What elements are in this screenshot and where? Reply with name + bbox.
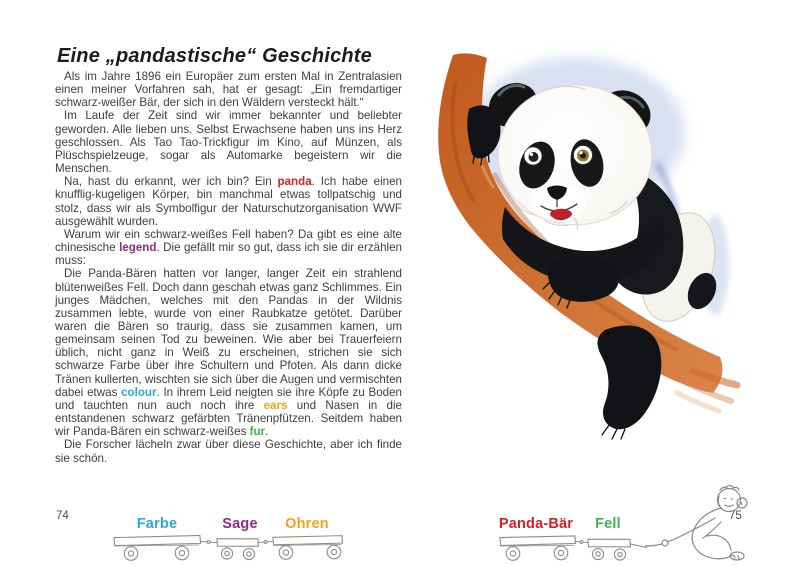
- wagon-train-drawing-right: [495, 533, 647, 565]
- text-run: Die Forscher lächeln zwar über diese Geschichte, aber ich finde sie schön.: [55, 438, 402, 465]
- text-run: Na, hast du erkannt, wer ich bin? Ein: [64, 175, 278, 189]
- text-run: . In ihrem Leid neigten sie ihre Köpfe zu Boden und tauchten nun auch noch ihre: [55, 385, 403, 412]
- text-run: Die Panda-Bären hatten vor langer, langer Zeit ein strahlend blütenweißes Fell. Doch dann geschah etwas ganz Schlimmes. Ein junges Mädchen, welches mit den Pandas in der Wildnis zusammen lebte, wurde von einer Raubkatze getötet. Darüber waren die Bären so traurig, dass sie zusammen kamen, um gemeinsam seinen Tod zu beweinen. Wie aber bei Trauerfeiern üblich, nicht ganz in Weiß zu erscheinen, strichen sie sich schwarze Farbe über ihre Schultern und Pfoten. Als dann dicke Tränen kullerten, wischten sie sich über die Augen und vermischten dabei etwas: [55, 267, 402, 399]
- story-paragraph: [55, 228, 402, 267]
- text-run: .: [265, 425, 269, 439]
- vocab-word: panda: [277, 175, 312, 189]
- story-paragraph: [55, 109, 402, 175]
- text-run: . Ich habe einen knufflig-kugeligen Körper, bin manchmal etwas tollpatschig und stolz, dass wir als Symbolfigur der Naturschutzorganisation WWF ausgewählt wurden.: [55, 175, 402, 228]
- train-word-ohren: Ohren: [285, 516, 329, 532]
- train-word-panda-baer: Panda-Bär: [498, 516, 574, 532]
- page-number-right: 75: [729, 510, 742, 522]
- train-word-fell: Fell: [595, 516, 621, 532]
- panda-eye-right: [574, 146, 593, 165]
- story-paragraph: [55, 438, 402, 464]
- story-paragraph: [55, 267, 402, 438]
- text-run: Als im Jahre 1896 ein Europäer zum ersten Mal in Zentralasien einen meiner Vorfahren sah, hat er gesagt: „Ein fremdartiger schwarz-weißer Bär, der sich in den Wäldern versteckt hält.“: [55, 70, 402, 110]
- panda-eye-left: [524, 147, 542, 165]
- page-title: Eine „pandastische“ Geschichte: [57, 45, 372, 68]
- vocab-word: legend: [119, 241, 157, 255]
- vocab-word: fur: [249, 425, 266, 439]
- monkey-arm: [667, 518, 715, 542]
- tow-rope-end: [645, 544, 662, 546]
- vocab-word: ears: [263, 398, 288, 412]
- text-run: Warum wir ein schwarz-weißes Fell haben? Da gibt es eine alte chinesische: [55, 227, 402, 255]
- story-paragraph: [55, 175, 402, 228]
- panda-hind-leg: [598, 325, 662, 439]
- monkey-hand: [662, 540, 668, 546]
- text-run: und Nasen in die entstandenen schwarz gefärbten Tränenpfützen. Seitdem haben wir Panda-Bären ein schwarz-weißes: [55, 398, 402, 439]
- wagon-train-drawing-left: [110, 533, 350, 565]
- text-run: Im Laufe der Zeit sind wir immer bekannter und beliebter geworden. Alle lieben uns. Selbst Erwachsene haben uns ins Herz geschlossen. Als Tao Tao-Trickfigur im Kino, auf Münzen, als Plüschspielzeuge, sogar als Automarke begeistern wir die Menschen.: [55, 109, 402, 176]
- text-run: . Die gefällt mir so gut, dass ich sie dir erzählen muss:: [55, 241, 402, 268]
- train-word-farbe: Farbe: [136, 516, 178, 532]
- train-word-sage: Sage: [222, 516, 258, 532]
- vocab-word: colour: [121, 385, 157, 399]
- monkey-drawing: [645, 478, 757, 566]
- story-paragraph: [55, 70, 402, 109]
- panda-illustration: [425, 25, 785, 465]
- monkey-back: [692, 508, 721, 555]
- story-text: [55, 70, 402, 465]
- page-number-left: 74: [56, 510, 69, 522]
